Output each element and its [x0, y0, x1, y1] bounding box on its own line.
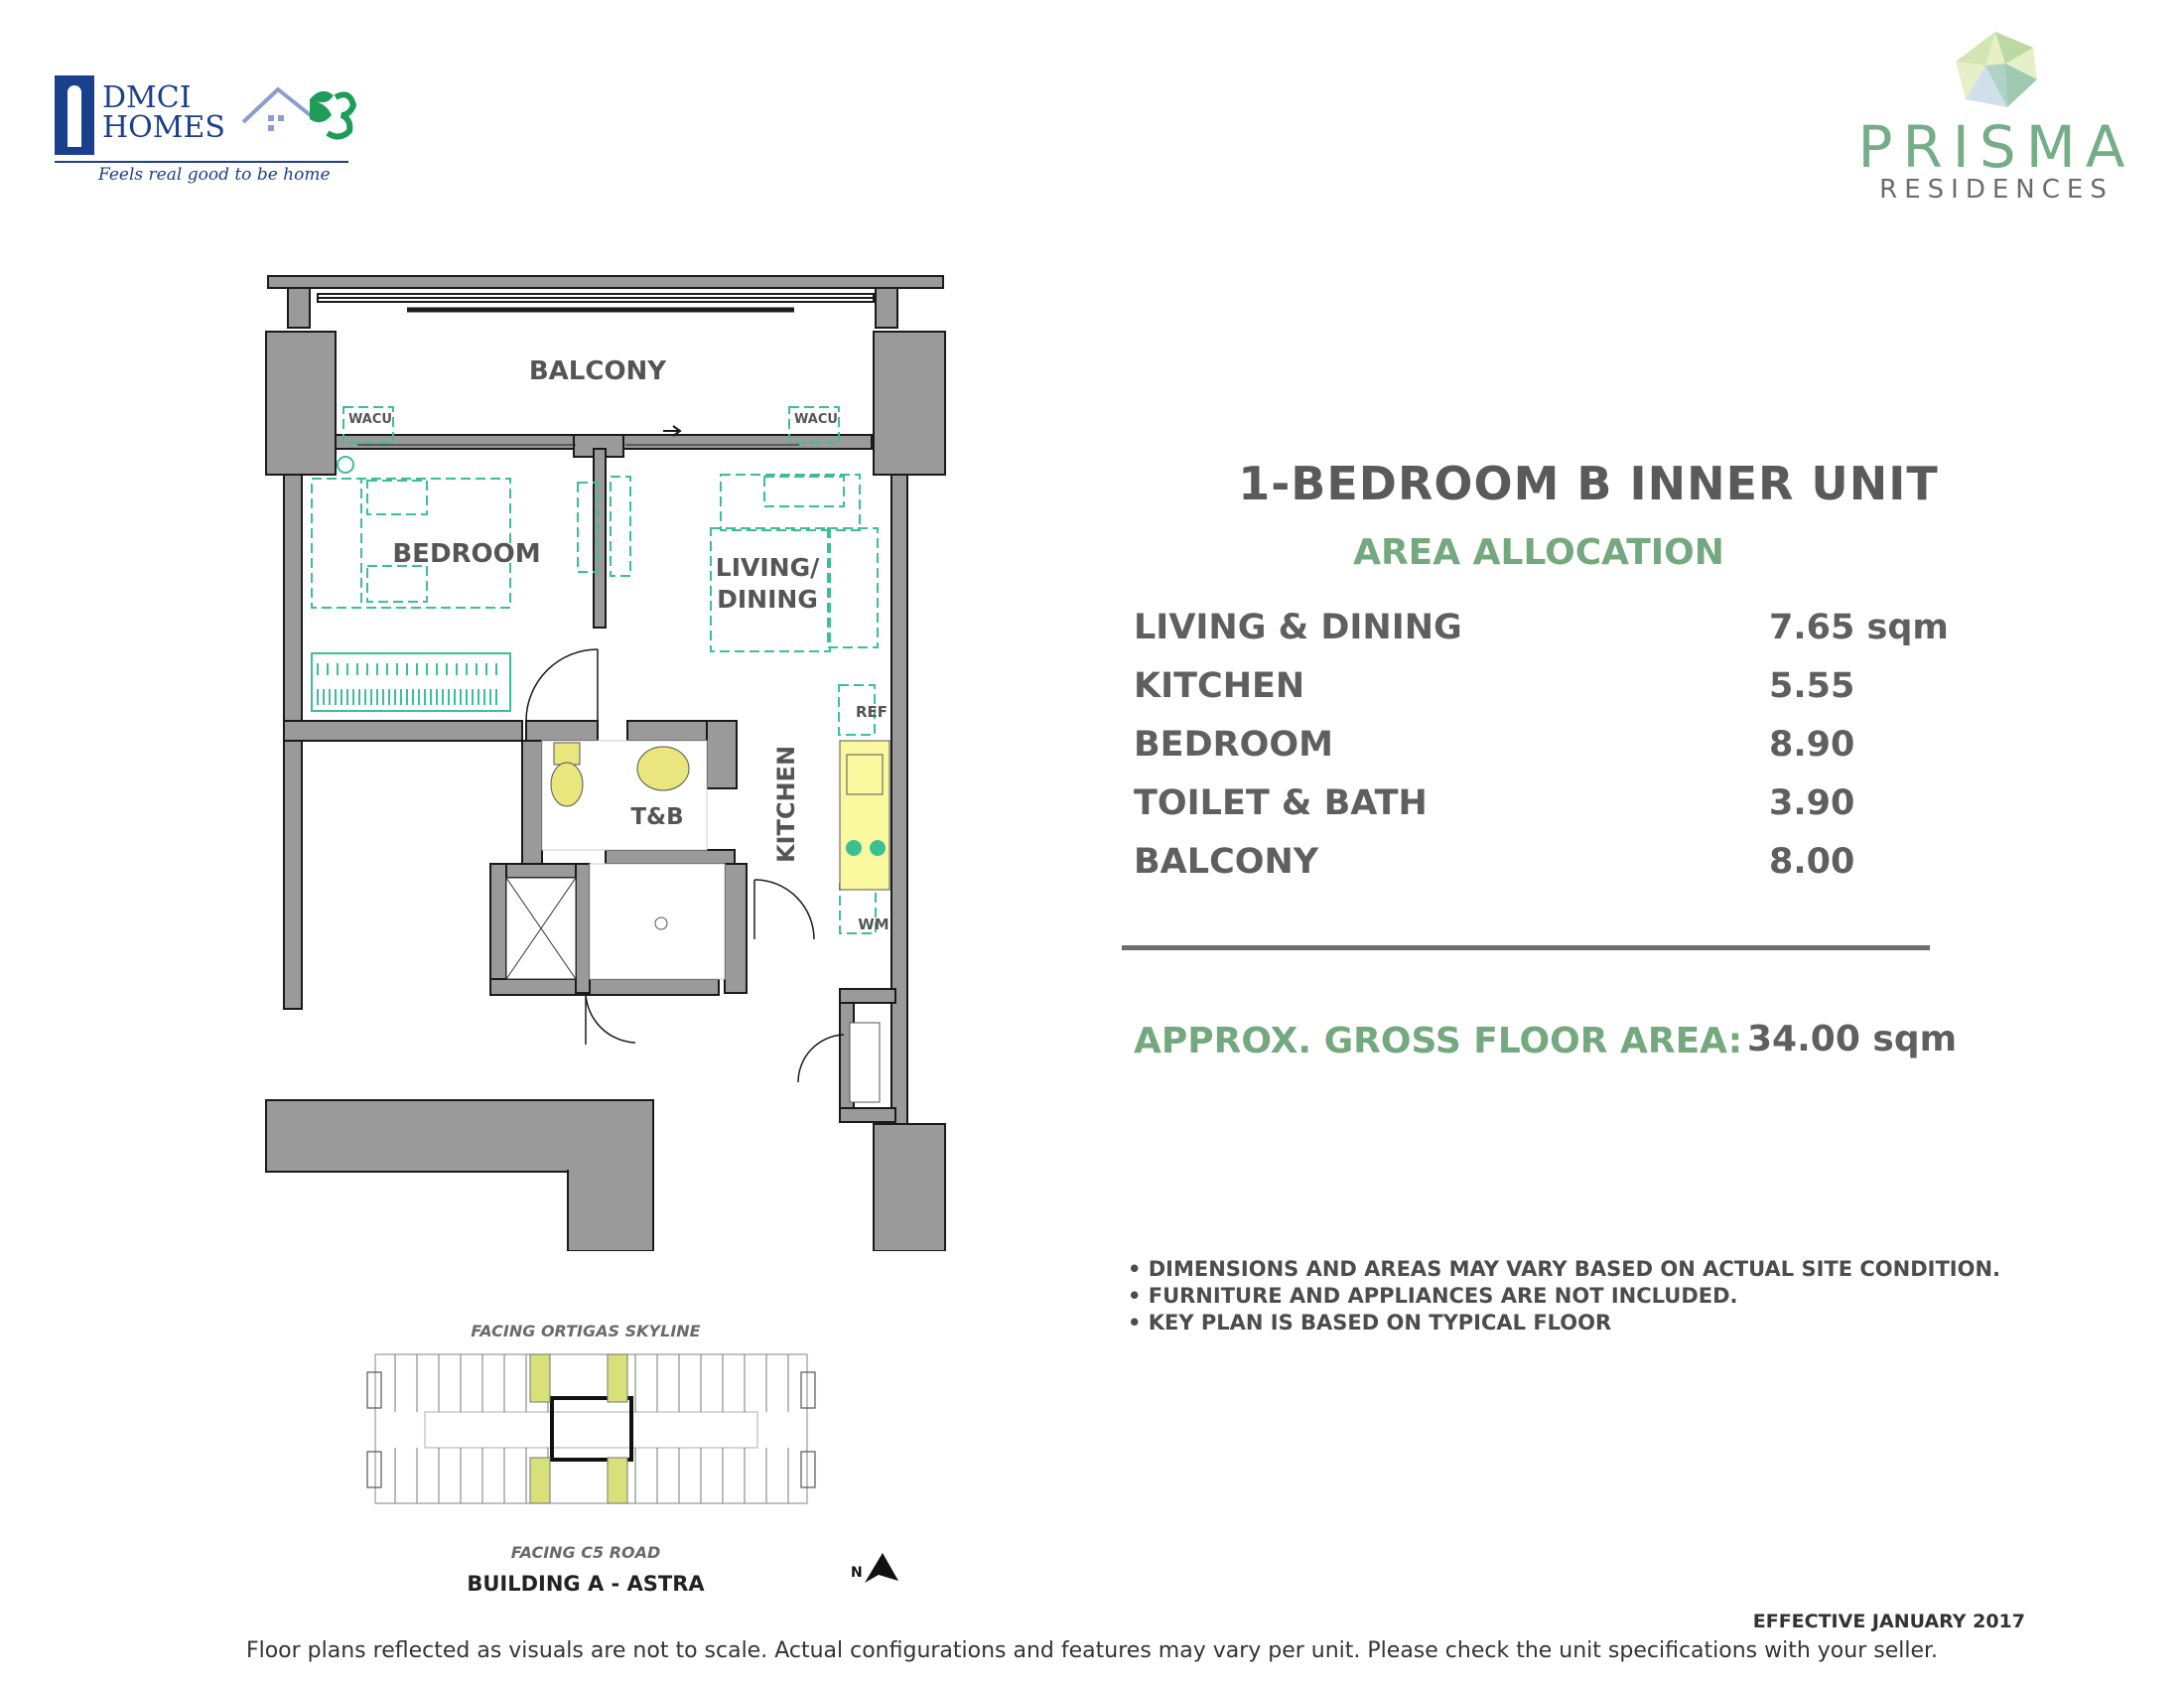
label-balcony: BALCONY: [528, 356, 667, 386]
area-value: 8.90: [1769, 725, 1855, 765]
prisma-logo-subtitle: RESIDENCES: [1879, 175, 2114, 205]
note-line: • FURNITURE AND APPLIANCES ARE NOT INCLUDED.: [1128, 1284, 1738, 1308]
bedroom-cabinet: [312, 457, 510, 711]
unit-title: 1-BEDROOM B INNER UNIT: [1238, 457, 1939, 510]
label-tb: T&B: [630, 804, 684, 830]
effective-date: EFFECTIVE JANUARY 2017: [1752, 1611, 2025, 1632]
gross-floor-area-label: APPROX. GROSS FLOOR AREA:: [1134, 1021, 1743, 1061]
dmci-homes-logo: [55, 70, 352, 189]
label-bedroom: BEDROOM: [392, 539, 541, 569]
note-line: • KEY PLAN IS BASED ON TYPICAL FLOOR: [1128, 1311, 1612, 1335]
area-value: 7.65 sqm: [1769, 608, 1949, 647]
area-value: 3.90: [1769, 783, 1855, 823]
area-allocation-heading: AREA ALLOCATION: [1353, 532, 1724, 573]
note-line: • DIMENSIONS AND AREAS MAY VARY BASED ON ACTUAL SITE CONDITION.: [1128, 1257, 2000, 1281]
key-plan-building-name: BUILDING A - ASTRA: [467, 1572, 705, 1596]
dmci-logo-text-homes: HOMES: [102, 110, 225, 145]
logo-underline: [55, 161, 348, 163]
area-label: BALCONY: [1134, 842, 1319, 882]
area-label: KITCHEN: [1134, 666, 1305, 706]
key-plan-facing-top: FACING ORTIGAS SKYLINE: [471, 1322, 701, 1340]
label-dining: DINING: [717, 585, 818, 614]
area-row: [1134, 783, 1928, 833]
north-label: N: [851, 1565, 863, 1581]
key-plan-facing-bottom: FACING C5 ROAD: [510, 1543, 661, 1562]
footer-disclaimer: Floor plans reflected as visuals are not to scale. Actual configurations and features may vary per unit. Please check the unit specifications with your seller.: [245, 1638, 1939, 1663]
label-wacu-right: WACU: [794, 412, 838, 427]
house-icon: [238, 77, 357, 147]
divider: [1122, 945, 1930, 950]
north-arrow-icon: [849, 1547, 908, 1592]
area-row: [1134, 666, 1928, 716]
area-label: BEDROOM: [1134, 725, 1333, 765]
highlight-unit: [530, 1458, 550, 1503]
highlight-unit: [608, 1458, 627, 1503]
gross-floor-area-value: 34.00 sqm: [1747, 1019, 1958, 1059]
label-kitchen: KITCHEN: [772, 745, 800, 864]
label-wacu-left: WACU: [348, 412, 392, 427]
dmci-tagline: Feels real good to be home: [98, 165, 331, 185]
area-label: TOILET & BATH: [1134, 783, 1428, 823]
label-living: LIVING/: [715, 553, 820, 582]
area-row: [1134, 725, 1928, 774]
highlight-unit: [530, 1354, 550, 1402]
prisma-gem-icon: [1946, 30, 2045, 109]
floor-plan: [258, 268, 953, 1251]
prisma-logo-text: PRISMA: [1857, 113, 2135, 181]
area-value: 5.55: [1769, 666, 1855, 706]
area-label: LIVING & DINING: [1134, 608, 1462, 647]
area-value: 8.00: [1769, 842, 1855, 882]
label-wm: WM: [858, 915, 889, 933]
highlight-unit: [608, 1354, 627, 1402]
dmci-emblem-icon: [55, 75, 94, 155]
dmci-logo-text: DMCI: [102, 80, 192, 115]
label-ref: REF: [855, 703, 888, 721]
key-plan: [365, 1342, 817, 1516]
area-row: [1134, 842, 1928, 892]
area-row: [1134, 608, 1949, 657]
